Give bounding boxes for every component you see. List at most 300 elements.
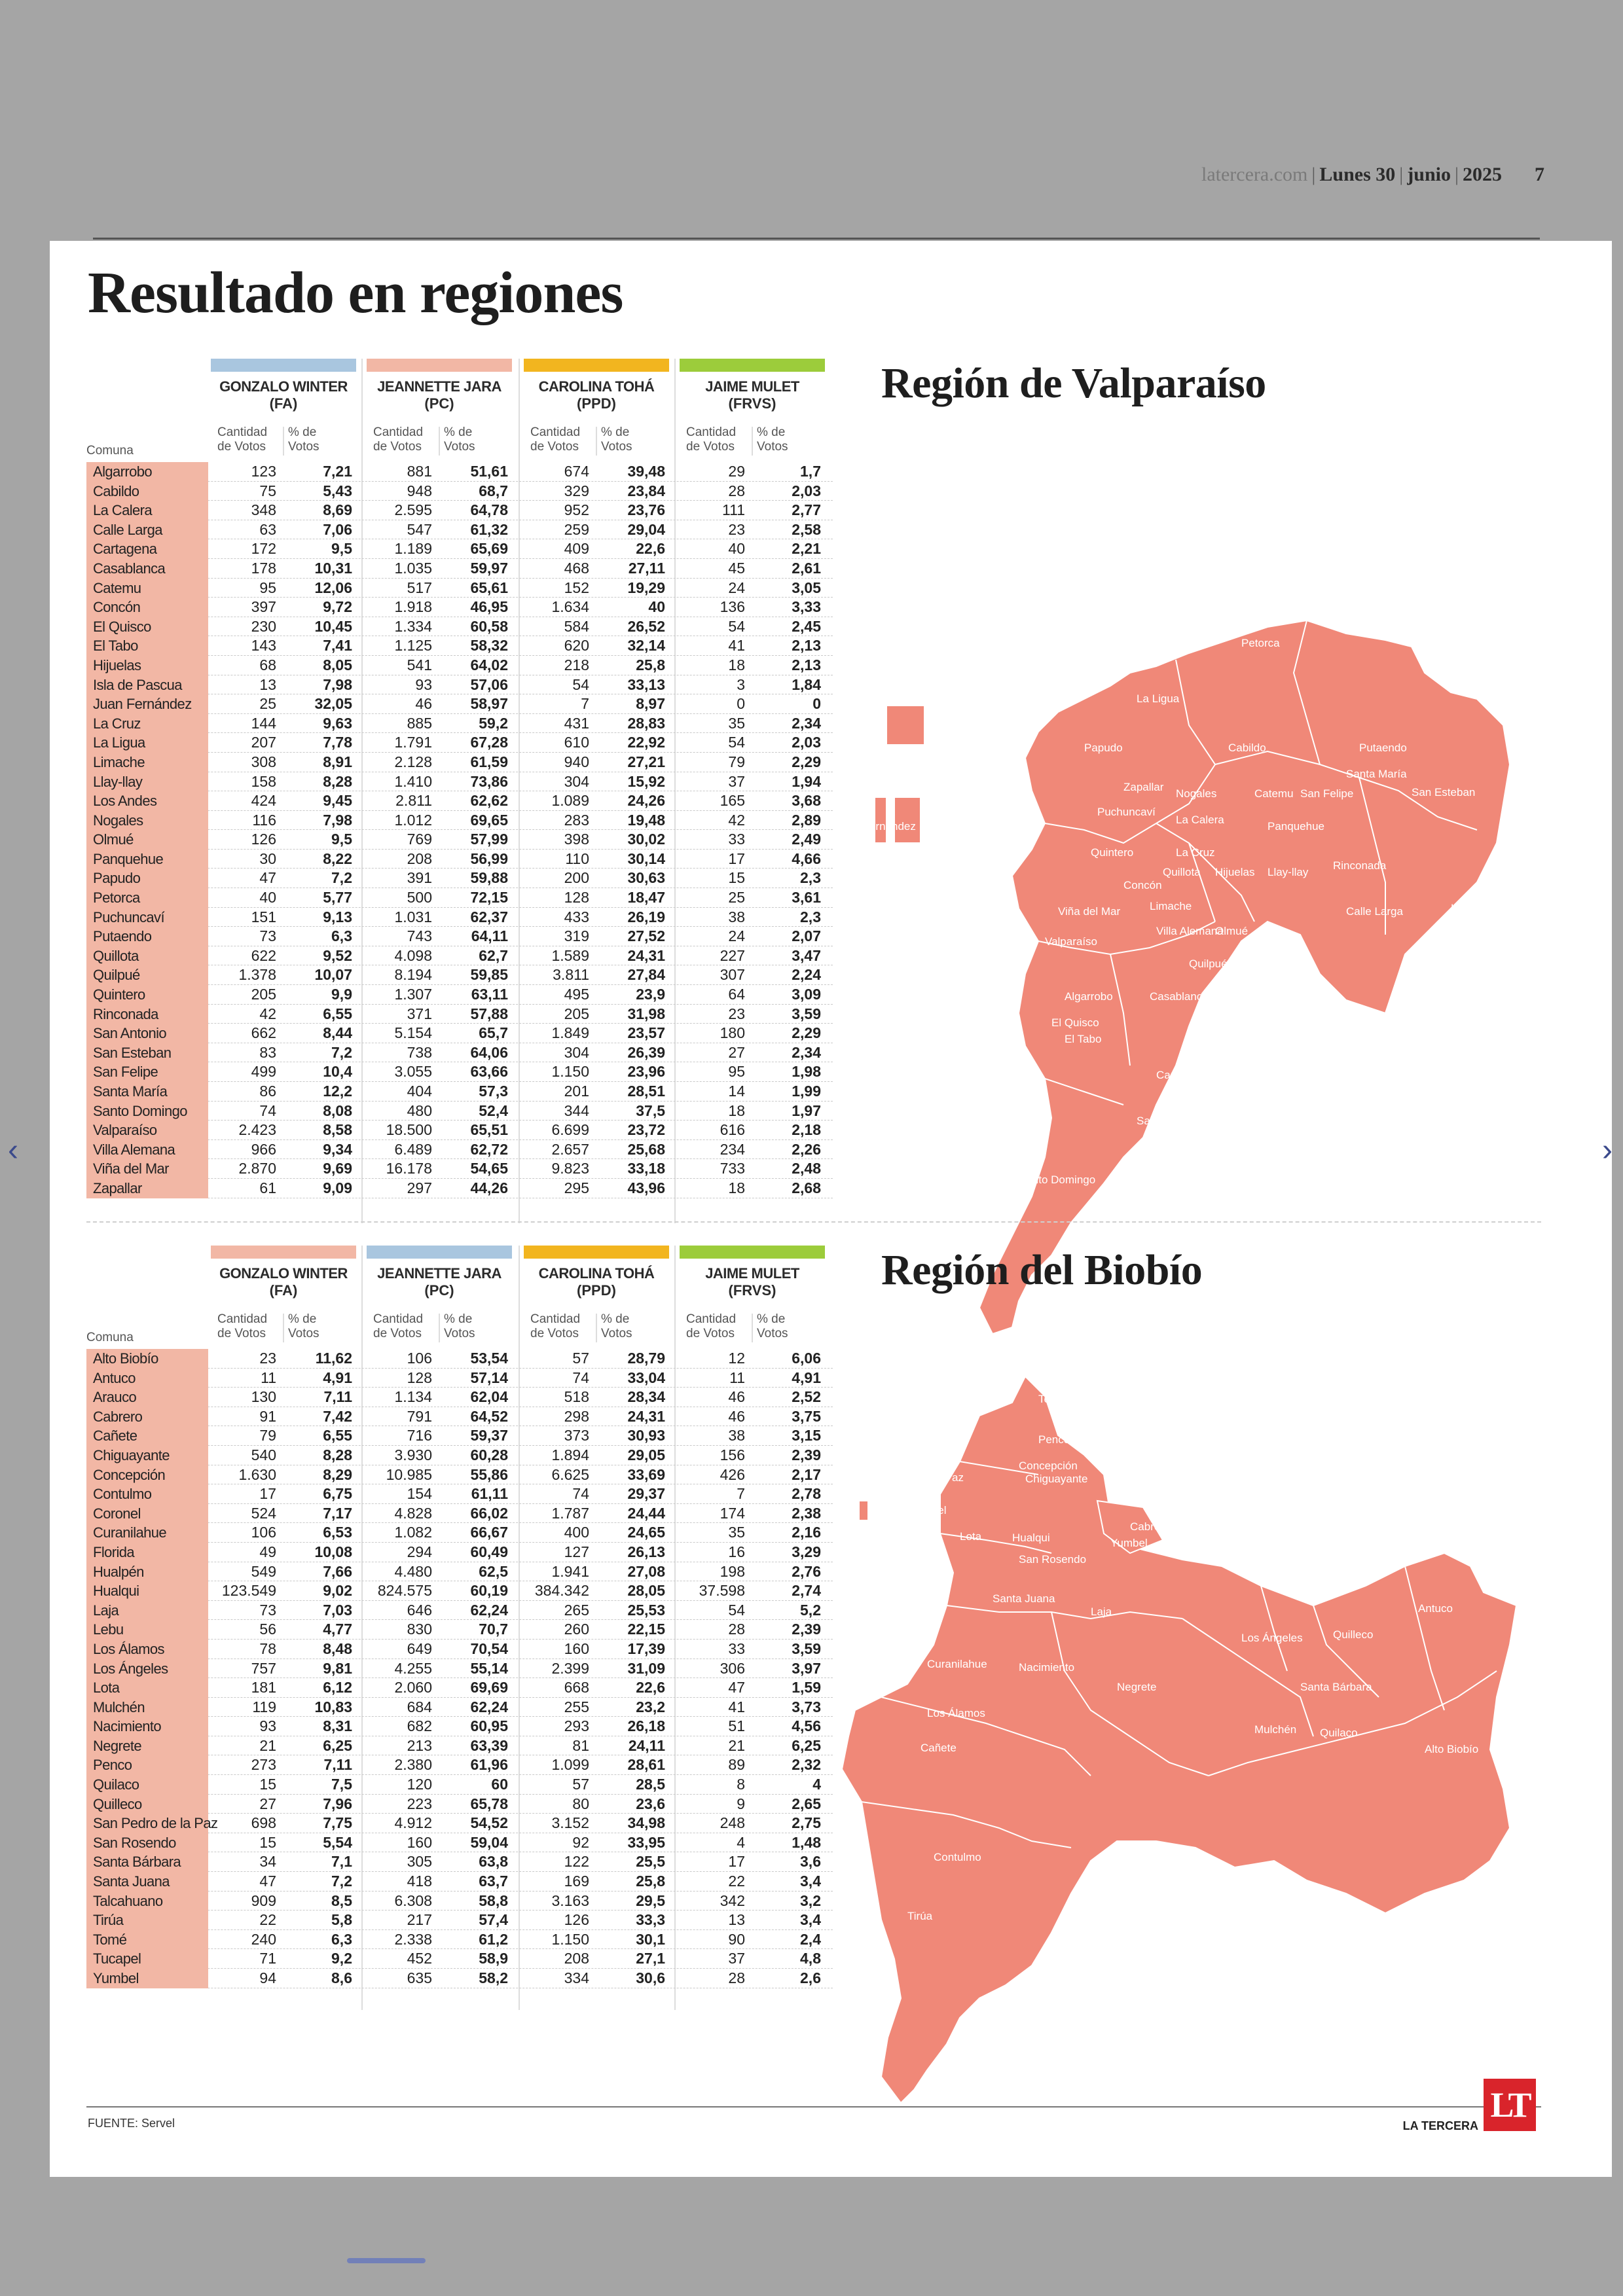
votes-count: 1.031 — [394, 908, 432, 925]
votes-count: 230 — [251, 617, 276, 635]
table-row — [86, 1102, 833, 1121]
votes-percent: 3,59 — [792, 1005, 821, 1022]
page-number: 7 — [1535, 164, 1544, 185]
map-biobio — [829, 1304, 1608, 2090]
votes-count: 152 — [564, 579, 589, 596]
votes-count: 743 — [407, 927, 432, 945]
votes-percent: 58,32 — [470, 637, 508, 655]
votes-percent: 28,61 — [627, 1756, 665, 1774]
map-label: Hualqui — [1012, 1532, 1050, 1544]
votes-count: 54 — [728, 1601, 745, 1619]
votes-percent: 59,37 — [470, 1427, 508, 1444]
table-row — [86, 1504, 833, 1524]
votes-percent: 2,77 — [792, 501, 821, 519]
votes-count: 824.575 — [377, 1582, 432, 1600]
votes-percent: 9,81 — [323, 1659, 352, 1677]
comuna-name: Penco — [86, 1755, 208, 1775]
votes-count: 1.082 — [394, 1524, 432, 1541]
votes-percent: 3,33 — [792, 598, 821, 616]
votes-count: 1.849 — [551, 1024, 589, 1042]
comuna-name: Puchuncaví — [86, 908, 208, 927]
votes-count: 33 — [728, 831, 745, 848]
map-label: Putaendo — [1359, 742, 1407, 754]
column-separator — [283, 427, 284, 456]
table-row — [86, 482, 833, 501]
votes-count: 89 — [728, 1756, 745, 1774]
votes-count: 662 — [251, 1024, 276, 1042]
votes-count: 47 — [259, 1873, 276, 1890]
comuna-name: Catemu — [86, 579, 208, 598]
votes-count: 1.787 — [551, 1504, 589, 1522]
comuna-name: Contulmo — [86, 1484, 208, 1504]
votes-count: 40 — [728, 540, 745, 558]
votes-percent: 70,7 — [479, 1621, 508, 1638]
votes-percent: 6,3 — [331, 927, 352, 945]
votes-count: 2.870 — [238, 1160, 276, 1177]
votes-count: 698 — [251, 1814, 276, 1832]
votes-count: 74 — [572, 1485, 589, 1503]
votes-percent: 2,76 — [792, 1562, 821, 1580]
column-separator — [283, 1314, 284, 1342]
table-row — [86, 1872, 833, 1892]
votes-percent: 51,61 — [470, 463, 508, 480]
votes-count: 56 — [259, 1621, 276, 1638]
votes-percent: 62,7 — [479, 946, 508, 964]
table-row — [86, 1640, 833, 1659]
votes-count: 674 — [564, 463, 589, 480]
region-title-biobio: Región del Biobío — [881, 1246, 1203, 1294]
votes-percent: 9,52 — [323, 946, 352, 964]
table-row — [86, 1465, 833, 1485]
votes-percent: 29,04 — [627, 520, 665, 538]
votes-percent: 33,69 — [627, 1465, 665, 1483]
votes-count: 35 — [728, 1524, 745, 1541]
votes-count: 549 — [251, 1562, 276, 1580]
candidate-party: (FA) — [269, 395, 298, 412]
votes-percent: 65,7 — [479, 1024, 508, 1042]
votes-count: 28 — [728, 1621, 745, 1638]
table-row — [86, 1601, 833, 1621]
map-label: Algarrobo — [1065, 990, 1113, 1003]
table-row — [86, 1159, 833, 1179]
votes-percent: 46,95 — [470, 598, 508, 616]
map-label: Hijuelas — [1215, 866, 1255, 878]
votes-percent: 30,02 — [627, 831, 665, 848]
votes-count: 49 — [259, 1543, 276, 1560]
map-label: Santo Domingo — [1019, 1174, 1096, 1186]
votes-percent: 57,88 — [470, 1005, 508, 1022]
votes-percent: 29,05 — [627, 1446, 665, 1463]
votes-percent: 61,11 — [471, 1485, 508, 1503]
comuna-name: Cañete — [86, 1426, 208, 1446]
votes-count: 223 — [407, 1795, 432, 1812]
comuna-name: Papudo — [86, 869, 208, 888]
comuna-name: Nogales — [86, 811, 208, 831]
table-row — [86, 791, 833, 811]
votes-percent: 3,15 — [792, 1427, 821, 1444]
candidate-party: (FRVS) — [728, 1282, 776, 1299]
votes-count: 57 — [572, 1776, 589, 1793]
votes-percent: 25,53 — [627, 1601, 665, 1619]
votes-count: 79 — [259, 1427, 276, 1444]
table-row — [86, 714, 833, 734]
votes-percent: 54,65 — [470, 1160, 508, 1177]
votes-percent: 61,59 — [470, 753, 508, 770]
comuna-name: Quilleco — [86, 1795, 208, 1814]
table-row — [86, 598, 833, 617]
map-valparaiso — [835, 424, 1569, 1340]
votes-percent: 7,5 — [331, 1776, 352, 1793]
table-row — [86, 908, 833, 927]
votes-count: 260 — [564, 1621, 589, 1638]
votes-count: 2.811 — [395, 792, 432, 810]
column-header-pct: % de Votos — [757, 425, 788, 454]
votes-count: 92 — [572, 1833, 589, 1851]
comuna-name: Los Andes — [86, 791, 208, 811]
table-body — [86, 1349, 872, 1988]
footer-brand: LA TERCERA — [1402, 2119, 1478, 2132]
votes-percent: 60,49 — [470, 1543, 508, 1560]
votes-count: 12 — [728, 1350, 745, 1367]
candidate-header — [211, 359, 356, 431]
map-label: Quilleco — [1333, 1628, 1374, 1641]
next-page-arrow-icon[interactable]: › — [1602, 1133, 1613, 1168]
votes-percent: 57,14 — [470, 1369, 508, 1386]
votes-count: 524 — [251, 1504, 276, 1522]
votes-percent: 3,6 — [800, 1853, 821, 1871]
votes-percent: 28,5 — [636, 1776, 665, 1793]
comuna-name: Los Ángeles — [86, 1659, 208, 1679]
votes-count: 2.657 — [551, 1140, 589, 1158]
votes-percent: 70,54 — [470, 1640, 508, 1657]
comuna-name: Calle Larga — [86, 520, 208, 540]
votes-percent: 1,98 — [792, 1063, 821, 1081]
votes-count: 30 — [259, 850, 276, 867]
comuna-name: San Felipe — [86, 1062, 208, 1082]
horizontal-scrollbar[interactable] — [347, 2258, 426, 2263]
votes-percent: 58,8 — [479, 1892, 508, 1909]
comuna-name: Isla de Pascua — [86, 675, 208, 695]
candidate-color-bar — [680, 1246, 825, 1259]
votes-percent: 61,32 — [470, 520, 508, 538]
table-row — [86, 1388, 833, 1407]
votes-count: 47 — [728, 1679, 745, 1696]
map-label: Quilaco — [1320, 1727, 1358, 1739]
votes-count: 29 — [728, 463, 745, 480]
votes-count: 51 — [728, 1717, 745, 1735]
votes-count: 33 — [728, 1640, 745, 1657]
comuna-name: Algarrobo — [86, 462, 208, 482]
votes-count: 885 — [407, 714, 432, 732]
votes-percent: 7,1 — [331, 1853, 352, 1871]
votes-count: 61 — [259, 1179, 276, 1196]
comuna-name: Casablanca — [86, 559, 208, 579]
votes-percent: 4,56 — [792, 1717, 821, 1735]
votes-count: 106 — [407, 1350, 432, 1367]
column-separator — [752, 427, 753, 456]
votes-count: 169 — [564, 1873, 589, 1890]
votes-percent: 2,49 — [792, 831, 821, 848]
votes-count: 208 — [407, 850, 432, 867]
votes-count: 217 — [407, 1911, 432, 1929]
votes-percent: 27,21 — [627, 753, 665, 770]
votes-percent: 8,97 — [636, 695, 665, 713]
votes-count: 18 — [728, 1179, 745, 1196]
votes-count: 201 — [564, 1083, 589, 1100]
votes-percent: 2,34 — [792, 1043, 821, 1061]
table-row — [86, 1910, 833, 1930]
table-row — [86, 1043, 833, 1063]
comuna-name: Tucapel — [86, 1949, 208, 1969]
votes-percent: 3,97 — [792, 1659, 821, 1677]
votes-percent: 52,4 — [479, 1102, 508, 1119]
map-label: Mulchén — [1254, 1723, 1297, 1736]
map-label: La Cruz — [1176, 846, 1215, 859]
votes-count: 11 — [729, 1369, 745, 1386]
votes-count: 13 — [728, 1911, 745, 1929]
votes-count: 397 — [251, 598, 276, 616]
votes-percent: 8,44 — [323, 1024, 352, 1042]
votes-count: 500 — [407, 889, 432, 906]
votes-count: 165 — [720, 792, 745, 810]
column-header-votes: Cantidad de Votos — [686, 1312, 737, 1340]
votes-percent: 22,15 — [627, 1621, 665, 1638]
votes-count: 1.918 — [394, 598, 432, 616]
votes-count: 208 — [564, 1950, 589, 1967]
votes-count: 17 — [259, 1485, 276, 1503]
votes-percent: 9,13 — [323, 908, 352, 925]
comuna-name: Santa Bárbara — [86, 1852, 208, 1872]
votes-count: 81 — [572, 1736, 589, 1754]
votes-count: 306 — [720, 1659, 745, 1677]
map-label: Alto Biobío — [1425, 1743, 1479, 1755]
votes-percent: 7,42 — [323, 1407, 352, 1425]
votes-count: 178 — [251, 559, 276, 577]
votes-count: 6.625 — [551, 1465, 589, 1483]
votes-count: 200 — [564, 869, 589, 887]
section-divider — [86, 1221, 1541, 1223]
votes-count: 4 — [737, 1833, 745, 1851]
map-label: Quillota — [1163, 866, 1201, 878]
column-separator — [596, 1314, 597, 1342]
votes-percent: 57,3 — [479, 1083, 508, 1100]
votes-count: 18 — [728, 1102, 745, 1119]
table-row — [86, 753, 833, 772]
votes-percent: 31,98 — [627, 1005, 665, 1022]
comuna-name: La Calera — [86, 501, 208, 520]
votes-percent: 27,11 — [628, 559, 665, 577]
votes-percent: 59,88 — [470, 869, 508, 887]
comuna-name: Curanilahue — [86, 1523, 208, 1543]
votes-percent: 31,09 — [627, 1659, 665, 1677]
table-row — [86, 1678, 833, 1698]
votes-count: 304 — [564, 1043, 589, 1061]
map-label: Hualpén — [894, 1452, 936, 1464]
votes-percent: 9,69 — [323, 1160, 352, 1177]
votes-percent: 6,3 — [331, 1930, 352, 1948]
votes-percent: 28,05 — [627, 1582, 665, 1600]
votes-count: 738 — [407, 1043, 432, 1061]
map-label: Arauco — [862, 1602, 897, 1615]
votes-count: 130 — [251, 1388, 276, 1406]
votes-count: 342 — [720, 1892, 745, 1909]
map-label: Yumbel — [1110, 1537, 1148, 1549]
votes-count: 17 — [728, 1853, 745, 1871]
region-shape — [842, 1376, 1516, 2103]
votes-count: 344 — [564, 1102, 589, 1119]
votes-count: 79 — [728, 753, 745, 770]
votes-percent: 3,73 — [792, 1698, 821, 1715]
votes-percent: 60,58 — [470, 617, 508, 635]
votes-percent: 5,2 — [800, 1601, 821, 1619]
table-row — [86, 888, 833, 908]
votes-percent: 2,52 — [792, 1388, 821, 1406]
comuna-name: Santo Domingo — [86, 1102, 208, 1121]
votes-count: 584 — [564, 617, 589, 635]
votes-count: 73 — [259, 1601, 276, 1619]
votes-count: 46 — [728, 1407, 745, 1425]
comuna-name: San Antonio — [86, 1024, 208, 1043]
header-rule — [93, 238, 1540, 240]
votes-count: 21 — [728, 1736, 745, 1754]
votes-percent: 8,29 — [323, 1465, 352, 1483]
votes-percent: 56,99 — [470, 850, 508, 867]
votes-count: 3 — [737, 675, 745, 693]
votes-percent: 23,57 — [627, 1024, 665, 1042]
votes-percent: 3,47 — [792, 946, 821, 964]
table-row — [86, 675, 833, 695]
votes-count: 298 — [564, 1407, 589, 1425]
map-label: Olmué — [1215, 925, 1249, 937]
votes-percent: 60,28 — [470, 1446, 508, 1463]
candidate-header — [367, 1246, 512, 1318]
comuna-name: Cabrero — [86, 1407, 208, 1427]
site-name[interactable]: latercera.com — [1201, 164, 1308, 185]
votes-count: 966 — [251, 1140, 276, 1158]
votes-percent: 18,47 — [627, 889, 665, 906]
map-label: Florida — [1104, 1450, 1138, 1462]
votes-count: 198 — [720, 1562, 745, 1580]
votes-count: 156 — [720, 1446, 745, 1463]
votes-percent: 6,12 — [323, 1679, 352, 1696]
votes-percent: 2,74 — [792, 1582, 821, 1600]
table-row — [86, 927, 833, 946]
votes-percent: 25,5 — [636, 1853, 665, 1871]
votes-percent: 7,78 — [323, 734, 352, 751]
map-label: Lota — [960, 1530, 982, 1543]
table-row — [86, 539, 833, 559]
votes-percent: 7,96 — [323, 1795, 352, 1812]
comuna-name: Limache — [86, 753, 208, 772]
votes-count: 348 — [251, 501, 276, 519]
votes-count: 1.150 — [551, 1930, 589, 1948]
table-row — [86, 1407, 833, 1427]
votes-count: 9.823 — [551, 1160, 589, 1177]
votes-count: 16 — [728, 1543, 745, 1560]
votes-percent: 30,93 — [627, 1427, 665, 1444]
map-label: Villa Alemana — [1156, 925, 1224, 937]
votes-percent: 27,84 — [627, 966, 665, 984]
comuna-name: Quilpué — [86, 965, 208, 985]
map-label: Juan Fernández — [835, 820, 916, 833]
votes-percent: 2,16 — [792, 1524, 821, 1541]
votes-percent: 9,72 — [323, 598, 352, 616]
votes-count: 4.828 — [394, 1504, 432, 1522]
comuna-name: Los Álamos — [86, 1640, 208, 1659]
votes-count: 431 — [564, 714, 589, 732]
votes-count: 373 — [564, 1427, 589, 1444]
votes-percent: 30,14 — [627, 850, 665, 867]
votes-count: 205 — [251, 986, 276, 1003]
votes-percent: 2,4 — [800, 1930, 821, 1948]
candidate-party: (FRVS) — [728, 395, 776, 412]
comuna-name: Santa María — [86, 1082, 208, 1102]
votes-percent: 39,48 — [627, 463, 665, 480]
comuna-name: Antuco — [86, 1369, 208, 1388]
votes-count: 120 — [407, 1776, 432, 1793]
votes-percent: 60 — [491, 1776, 508, 1793]
votes-percent: 60,95 — [470, 1717, 508, 1735]
column-header-comuna: Comuna — [86, 444, 134, 457]
votes-count: 22 — [728, 1873, 745, 1890]
table-row — [86, 617, 833, 637]
table-row — [86, 1121, 833, 1140]
votes-percent: 23,72 — [627, 1121, 665, 1139]
votes-count: 205 — [564, 1005, 589, 1022]
votes-count: 5.154 — [394, 1024, 432, 1042]
votes-percent: 1,59 — [792, 1679, 821, 1696]
votes-percent: 9,02 — [323, 1582, 352, 1600]
votes-percent: 9,9 — [331, 986, 352, 1003]
votes-percent: 27,1 — [636, 1950, 665, 1967]
votes-percent: 68,7 — [479, 482, 508, 499]
votes-count: 23 — [728, 1005, 745, 1022]
table-row — [86, 694, 833, 714]
column-separator — [439, 1314, 440, 1342]
votes-count: 547 — [407, 520, 432, 538]
votes-percent: 64,06 — [470, 1043, 508, 1061]
table-row — [86, 1930, 833, 1950]
votes-percent: 15,92 — [627, 772, 665, 790]
votes-count: 6.699 — [551, 1121, 589, 1139]
votes-count: 283 — [564, 811, 589, 829]
votes-count: 28 — [728, 482, 745, 499]
comuna-name: Hualqui — [86, 1581, 208, 1601]
comuna-name: Alto Biobío — [86, 1349, 208, 1369]
header-bar — [0, 0, 1623, 240]
votes-percent: 5,8 — [331, 1911, 352, 1929]
map-label: Santa Bárbara — [1300, 1681, 1372, 1693]
votes-percent: 32,14 — [627, 637, 665, 655]
map-label: El Quisco — [1051, 1016, 1099, 1029]
prev-page-arrow-icon[interactable]: ‹ — [8, 1133, 18, 1168]
map-label: Catemu — [1254, 787, 1294, 800]
votes-count: 128 — [564, 889, 589, 906]
comuna-name: Laja — [86, 1601, 208, 1621]
votes-percent: 10,08 — [314, 1543, 352, 1560]
votes-count: 6.308 — [394, 1892, 432, 1909]
votes-count: 371 — [407, 1005, 432, 1022]
votes-percent: 33,18 — [627, 1160, 665, 1177]
votes-percent: 1,48 — [792, 1833, 821, 1851]
votes-percent: 63,39 — [470, 1736, 508, 1754]
votes-percent: 69,65 — [470, 811, 508, 829]
votes-count: 909 — [251, 1892, 276, 1909]
votes-percent: 2,26 — [792, 1140, 821, 1158]
votes-percent: 73,86 — [470, 772, 508, 790]
map-label: La Ligua — [1137, 692, 1180, 705]
votes-count: 122 — [564, 1853, 589, 1871]
